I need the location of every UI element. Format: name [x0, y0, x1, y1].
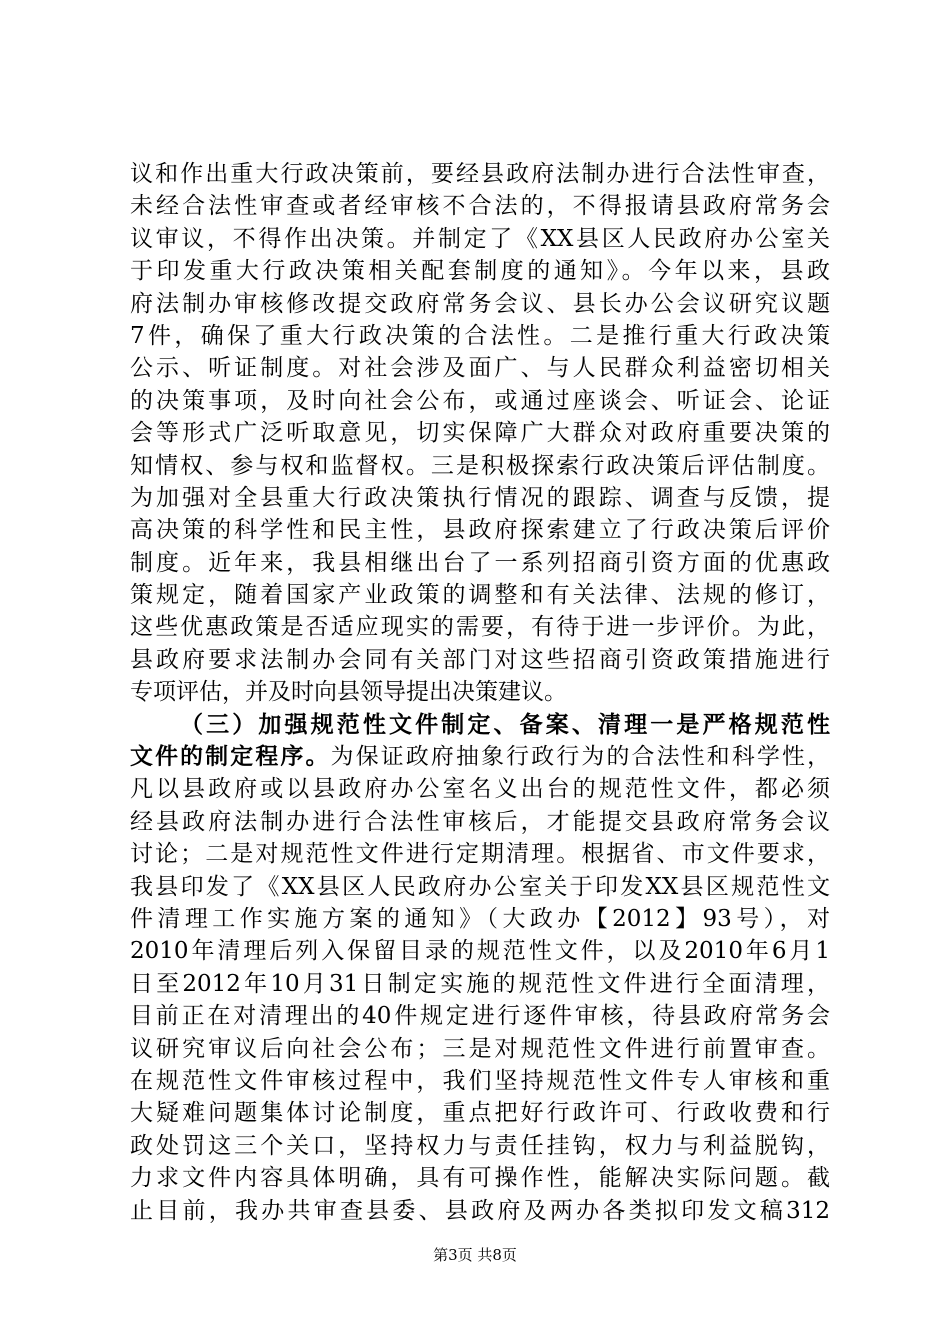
- text-line: [130, 1033, 830, 1065]
- text-line: [130, 644, 830, 676]
- line-text: 于印发重大行政决策相关配套制度的通知》。今年以来，县政: [130, 258, 830, 285]
- line-text: 为加强对全县重大行政决策执行情况的跟踪、调查与反馈，提: [130, 484, 830, 511]
- text-line: [130, 450, 830, 482]
- text-line: [130, 288, 830, 320]
- text-line: [130, 417, 830, 449]
- text-line: [130, 676, 830, 708]
- line-text: 高决策的科学性和民主性，县政府探索建立了行政决策后评价: [130, 517, 830, 544]
- text-line: [130, 968, 830, 1000]
- text-line: [130, 1195, 830, 1227]
- text-line: [130, 352, 830, 384]
- text-line: [130, 385, 830, 417]
- text-line: [130, 190, 830, 222]
- line-text: 未经合法性审查或者经审核不合法的，不得报请县政府常务会: [130, 193, 830, 220]
- line-text: 公示、听证制度。对社会涉及面广、与人民群众利益密切相关: [130, 355, 830, 382]
- line-text: 力求文件内容具体明确，具有可操作性，能解决实际问题。截: [130, 1165, 830, 1192]
- line-text: 县政府要求法制办会同有关部门对这些招商引资政策措施进行: [130, 646, 830, 673]
- line-text: 件清理工作实施方案的通知》（大政办【2012】93号），对: [130, 905, 830, 932]
- line-text: 制度。近年来，我县相继出台了一系列招商引资方面的优惠政: [130, 549, 830, 576]
- text-line: [130, 1097, 830, 1129]
- text-line: [130, 255, 830, 287]
- line-text: 日至2012年10月31日制定实施的规范性文件进行全面清理，: [130, 970, 830, 997]
- text-line: [130, 1065, 830, 1097]
- text-line: [130, 514, 830, 546]
- line-text: 议审议，不得作出决策。并制定了《XX县区人民政府办公室关: [130, 225, 830, 252]
- text-line: [130, 741, 830, 773]
- line-text: 议研究审议后向社会公布；三是对规范性文件进行前置审查。: [130, 1035, 830, 1062]
- text-line: [130, 223, 830, 255]
- section-heading: （三）加强规范性文件制定、备案、清理一是严格规范性: [180, 711, 830, 738]
- text-line: [130, 871, 830, 903]
- line-text: 的决策事项，及时向社会公布，或通过座谈会、听证会、论证: [130, 387, 830, 414]
- text-line: [130, 1000, 830, 1032]
- line-text: 知情权、参与权和监督权。三是积极探索行政决策后评估制度。: [130, 452, 830, 479]
- text-line: [130, 903, 830, 935]
- text-line: [130, 320, 830, 352]
- text-line: [130, 579, 830, 611]
- text-line: [130, 838, 830, 870]
- line-text: 凡以县政府或以县政府办公室名义出台的规范性文件，都必须: [130, 776, 830, 803]
- text-line: [130, 547, 830, 579]
- line-text: 府法制办审核修改提交政府常务会议、县长办公会议研究议题: [130, 290, 830, 317]
- text-line: [130, 482, 830, 514]
- text-line: [130, 158, 830, 190]
- line-text: 2010年清理后列入保留目录的规范性文件，以及2010年6月1: [130, 938, 830, 965]
- line-text: 讨论；二是对规范性文件进行定期清理。根据省、市文件要求，: [130, 841, 830, 868]
- line-text: 经县政府法制办进行合法性审核后，才能提交县政府常务会议: [130, 808, 830, 835]
- text-line: [130, 709, 830, 741]
- text-line: [130, 1162, 830, 1194]
- line-text: 政处罚这三个关口，坚持权力与责任挂钩，权力与利益脱钩，: [130, 1132, 830, 1159]
- text-line: [130, 773, 830, 805]
- text-line: [130, 806, 830, 838]
- line-text: 7件，确保了重大行政决策的合法性。二是推行重大行政决策: [130, 322, 830, 349]
- text-line: [130, 935, 830, 967]
- text-line: [130, 1130, 830, 1162]
- line-text: 我县印发了《XX县区人民政府办公室关于印发XX县区规范性文: [130, 873, 830, 900]
- section-heading-continuation: 文件的制定程序。: [130, 744, 331, 771]
- line-text: 会等形式广泛听取意见，切实保障广大群众对政府重要决策的: [130, 420, 830, 447]
- line-text: 这些优惠政策是否适应现实的需要，有待于进一步评价。为此，: [130, 614, 830, 641]
- line-text: 目前正在对清理出的40件规定进行逐件审核，待县政府常务会: [130, 1003, 830, 1030]
- line-text: 专项评估，并及时向县领导提出决策建议。: [130, 679, 567, 706]
- line-text: 策规定，随着国家产业政策的调整和有关法律、法规的修订，: [130, 582, 830, 609]
- page-footer: 第3页 共8页: [433, 1246, 517, 1264]
- text-line: [130, 611, 830, 643]
- document-body: [130, 158, 830, 1227]
- line-text: 议和作出重大行政决策前，要经县政府法制办进行合法性审查，: [130, 161, 830, 187]
- line-text: 在规范性文件审核过程中，我们坚持规范性文件专人审核和重: [130, 1067, 830, 1094]
- line-text: 为保证政府抽象行政行为的合法性和科学性，: [330, 744, 830, 771]
- line-text: 止目前，我办共审查县委、县政府及两办各类拟印发文稿312: [130, 1197, 830, 1224]
- line-text: 大疑难问题集体讨论制度，重点把好行政许可、行政收费和行: [130, 1100, 830, 1127]
